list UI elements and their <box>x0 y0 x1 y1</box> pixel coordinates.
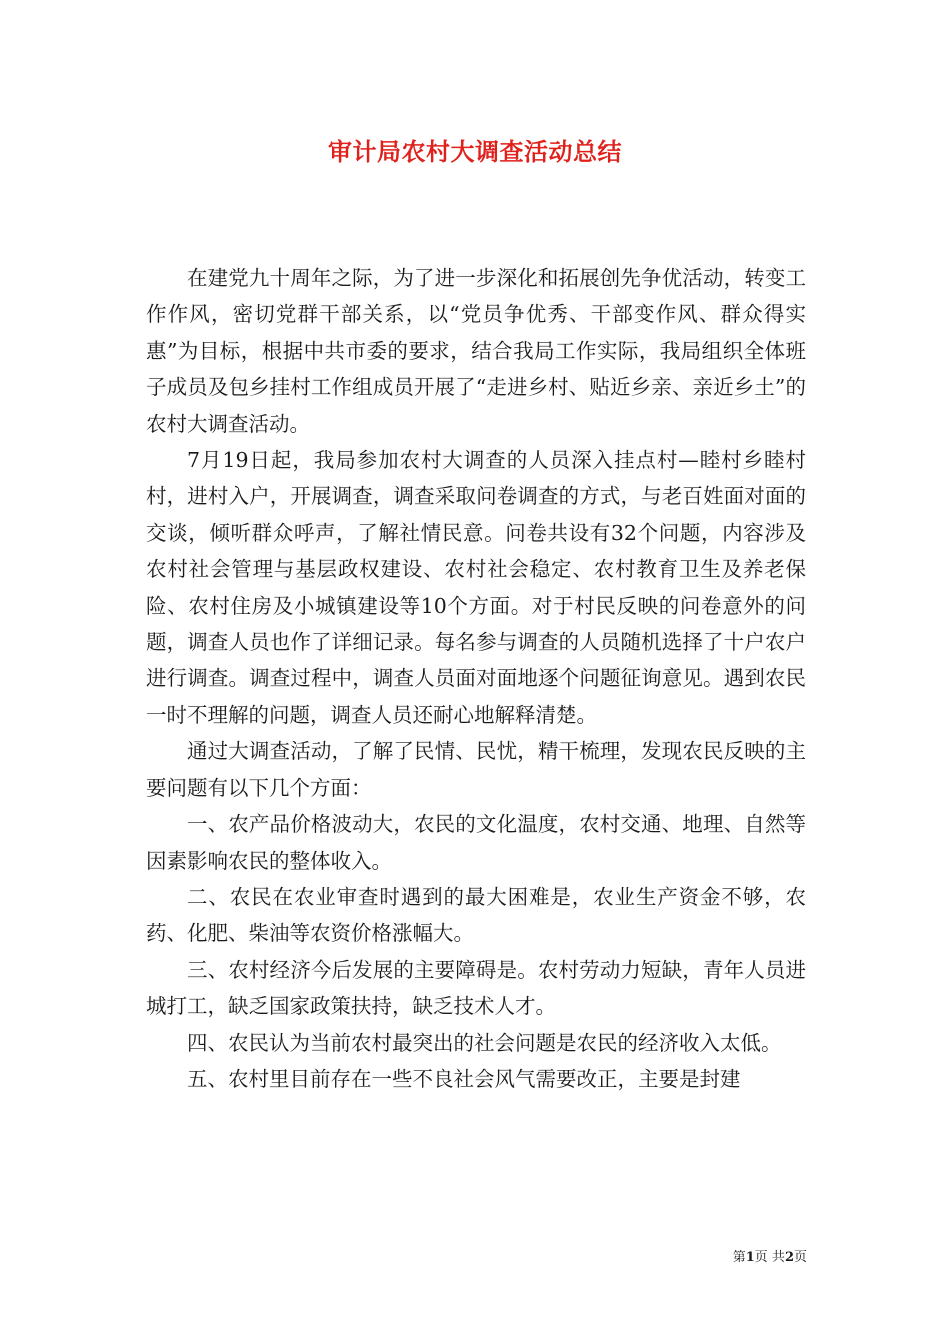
page-number-current: 1 <box>745 1250 755 1265</box>
page-number-total: 2 <box>784 1250 794 1265</box>
paragraph-survey: 7月19日起，我局参加农村大调查的人员深入挂点村—睦村乡睦村村，进村入户，开展调查，调查采取问卷调查的方式，与老百姓面对面的交谈，倾听群众呼声，了解社情民意。问卷共设有32个问题，内容涉及农村社会管理与基层政权建设、农村社会稳定、农村教育卫生及养老保险、农村住房及小城镇建设等10个方面。对于村民反映的问卷意外的问题，调查人员也作了详细记录。每名参与调查的人员随机选择了十户农户进行调查。调查过程中，调查人员面对面地逐个问题征询意见。遇到农民一时不理解的问题，调查人员还耐心地解释清楚。 <box>146 448 806 727</box>
paragraph-finding-4: 四、农民认为当前农村最突出的社会问题是农民的经济收入太低。 <box>187 1030 782 1055</box>
page-number-suffix: 页 <box>793 1250 807 1265</box>
paragraph-findings-intro: 通过大调查活动，了解了民情、民忧，精干梳理，发现农民反映的主要问题有以下几个方面： <box>146 739 806 800</box>
paragraph-intro: 在建党九十周年之际，为了进一步深化和拓展创先争优活动，转变工作作风，密切党群干部关系，以“党员争优秀、干部变作风、群众得实惠”为目标，根据中共市委的要求，结合我局工作实际，我局组织全体班子成员及包乡挂村工作组成员开展了“走进乡村、贴近乡亲、亲近乡土”的农村大调查活动。 <box>146 266 806 436</box>
paragraph-finding-2: 二、农民在农业审查时遇到的最大困难是，农业生产资金不够，农药、化肥、柴油等农资价格涨幅大。 <box>146 884 806 946</box>
page-number-middle: 页 共 <box>754 1250 785 1265</box>
document-body <box>146 260 806 1097</box>
paragraph-finding-1: 一、农产品价格波动大，农民的文化温度，农村交通、地理、自然等因素影响农民的整体收入。 <box>146 812 806 873</box>
paragraph-finding-5: 五、农村里目前存在一些不良社会风气需要改正，主要是封建 <box>187 1066 741 1091</box>
page-number-prefix: 第 <box>732 1250 746 1265</box>
paragraph-finding-3: 三、农村经济今后发展的主要障碍是。农村劳动力短缺，青年人员进城打工，缺乏国家政策扶持，缺乏技术人才。 <box>146 957 806 1019</box>
page-number <box>733 1246 807 1265</box>
document-title: 审计局农村大调查活动总结 <box>328 137 622 166</box>
